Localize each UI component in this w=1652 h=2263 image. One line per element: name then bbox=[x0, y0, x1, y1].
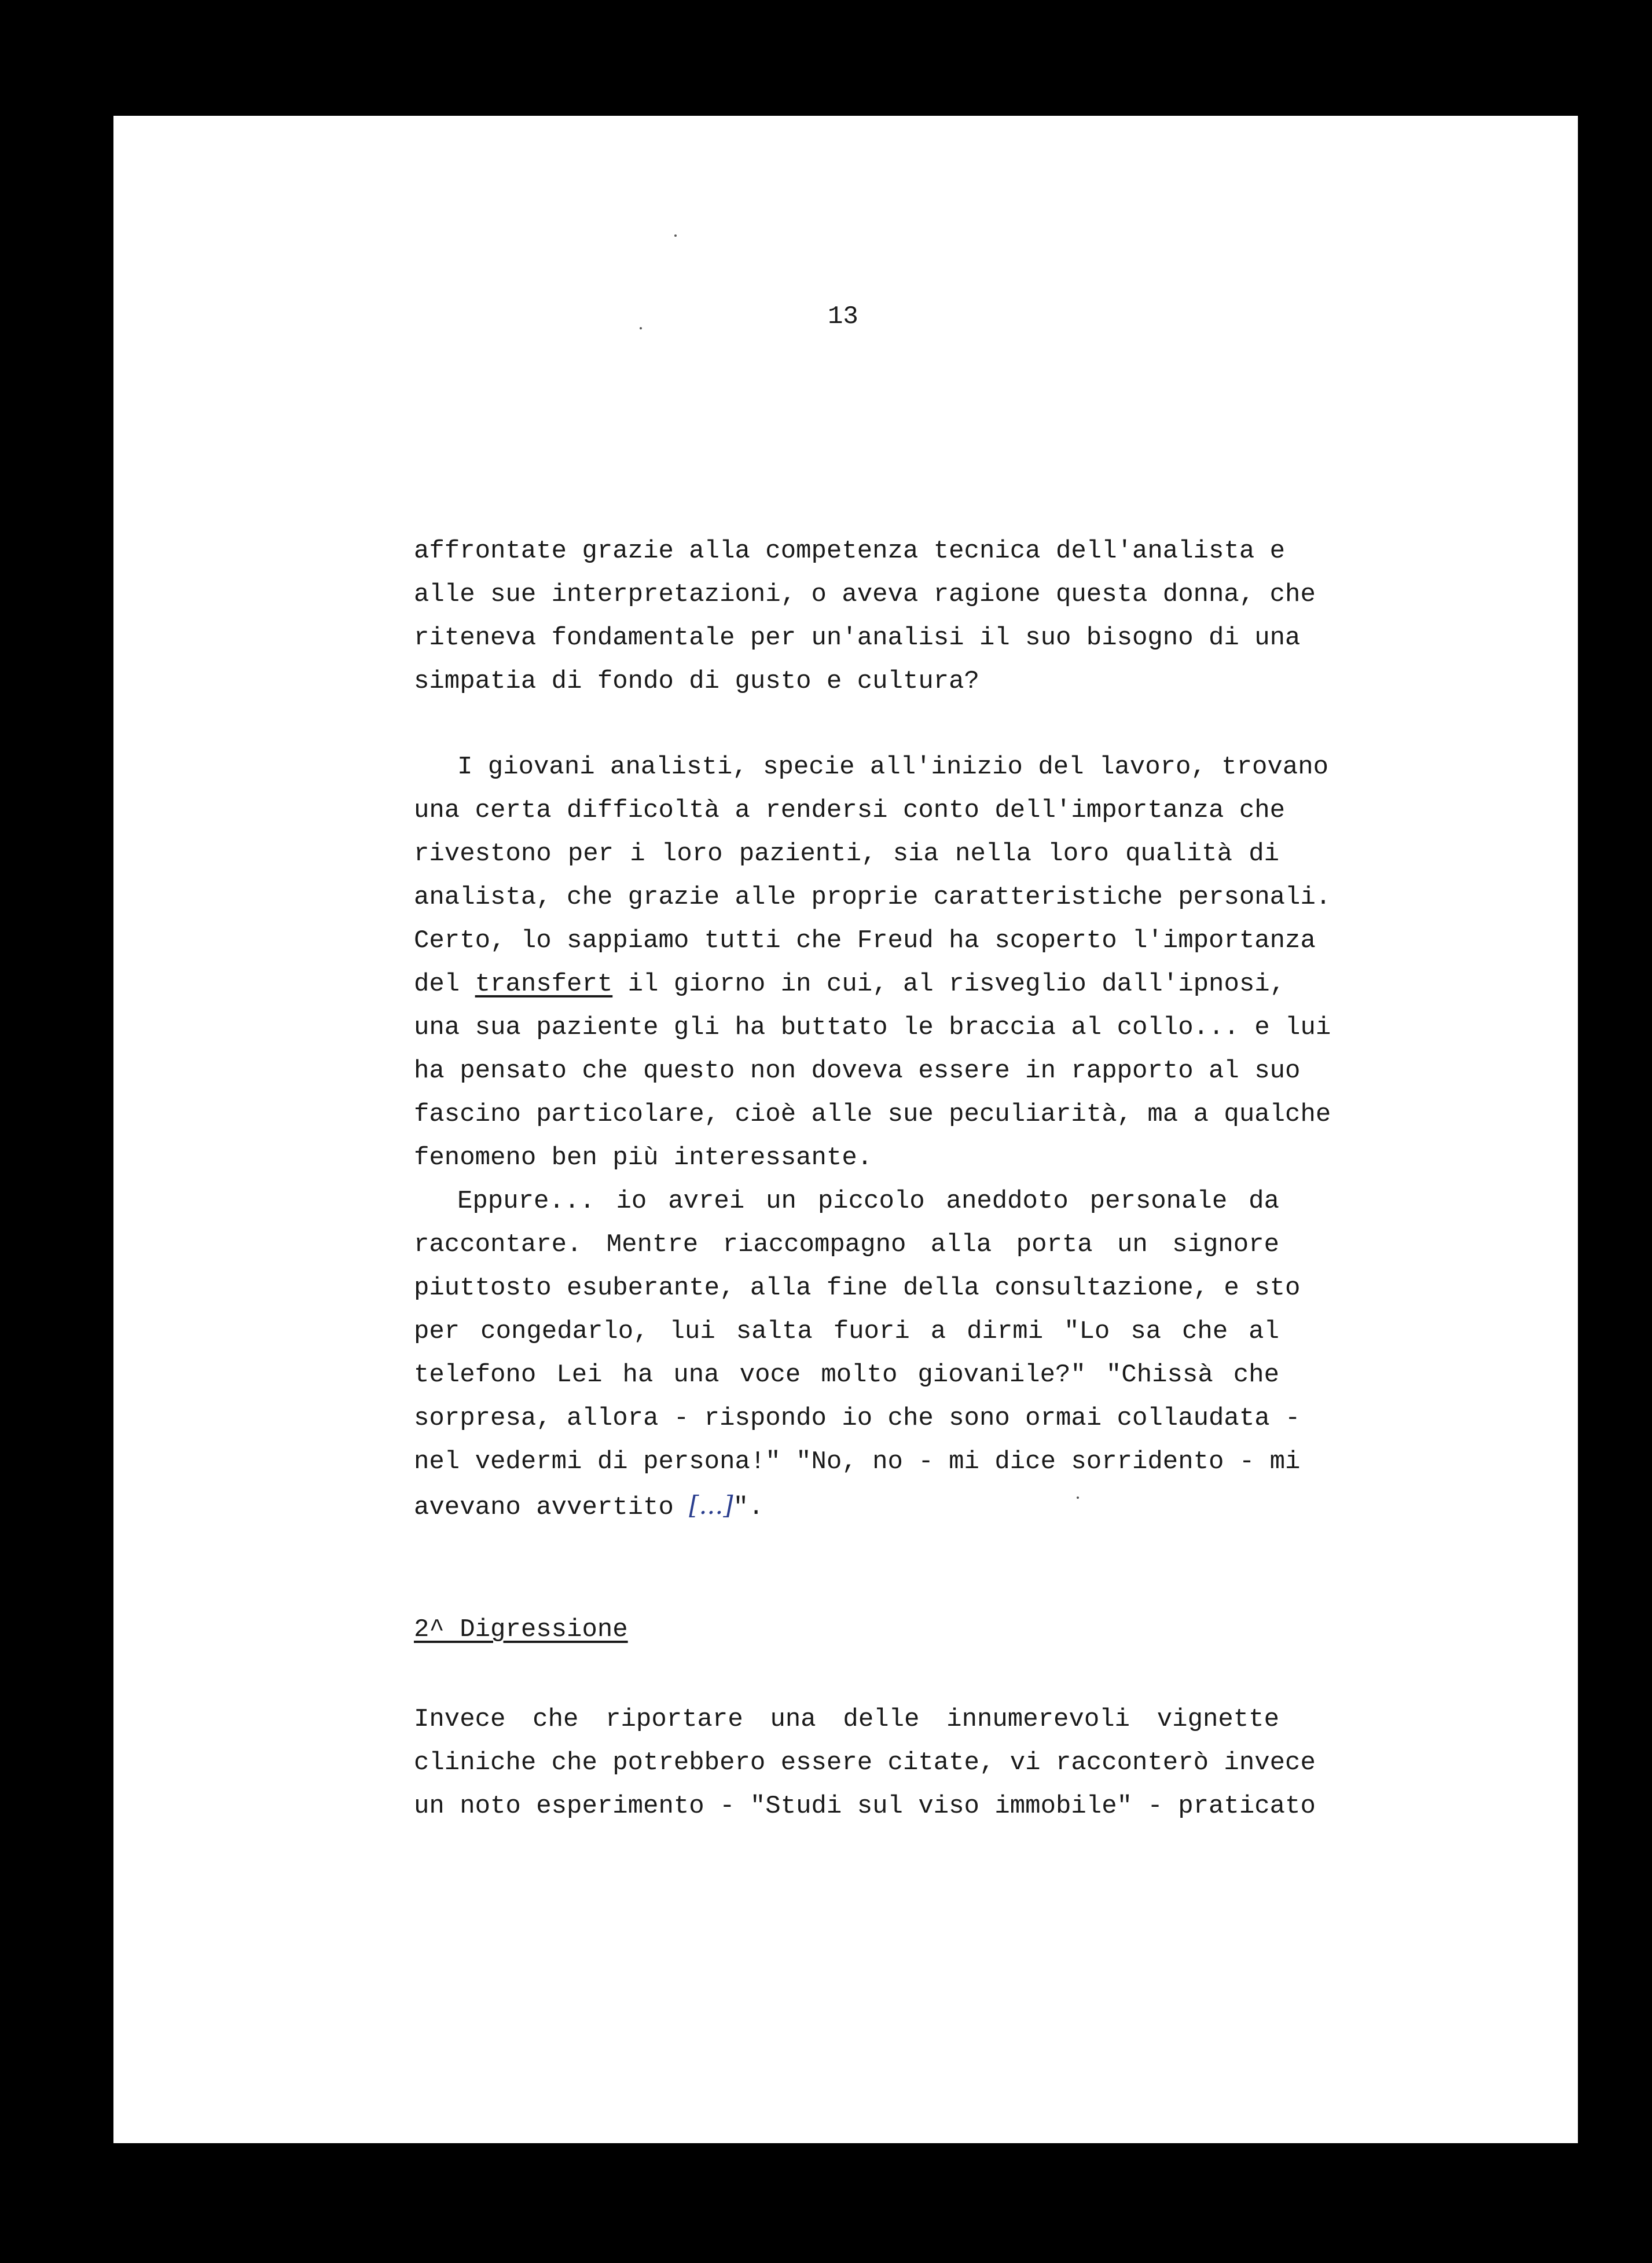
paragraph-2-line: analista, che grazie alle proprie caratteristiche personali. bbox=[414, 883, 1331, 912]
paragraph-2-line: fenomeno ben più interessante. bbox=[414, 1143, 873, 1172]
paragraph-2-line: una certa difficoltà a rendersi conto dell'importanza che bbox=[414, 796, 1286, 825]
handwritten-ellipsis: [...] bbox=[689, 1491, 733, 1520]
paper-speck bbox=[640, 327, 642, 329]
text-segment: il giorno in cui, al risveglio dall'ipnosi, bbox=[612, 970, 1286, 999]
paragraph-1-line: alle sue interpretazioni, o aveva ragione questa donna, che bbox=[414, 580, 1316, 609]
text-segment: ". bbox=[733, 1493, 764, 1522]
text-segment: avevano avvertito bbox=[414, 1493, 689, 1522]
paragraph-1-line: affrontate grazie alla competenza tecnica dell'analista e bbox=[414, 537, 1286, 566]
paragraph-1 bbox=[414, 530, 1316, 703]
paragraph-3-line: nel vedermi di persona!" "No, no - mi dice sorridento - mi bbox=[414, 1447, 1301, 1476]
text-segment: del bbox=[414, 970, 475, 999]
paper-speck bbox=[674, 234, 677, 237]
underlined-term-transfert: transfert bbox=[475, 970, 613, 999]
paragraph-1-line: simpatia di fondo di gusto e cultura? bbox=[414, 667, 979, 696]
page-number: 13 bbox=[828, 302, 858, 331]
paragraph-3-line: piuttosto esuberante, alla fine della consultazione, e sto bbox=[414, 1274, 1301, 1303]
paragraph-3-line bbox=[414, 1484, 1279, 1530]
paragraph-4-line: Invece che riportare una delle innumerevoli vignette bbox=[414, 1705, 1279, 1734]
paragraph-4 bbox=[414, 1698, 1316, 1828]
paragraph-2-line: ha pensato che questo non doveva essere in rapporto al suo bbox=[414, 1057, 1301, 1085]
paragraph-3-line: per congedarlo, lui salta fuori a dirmi "Lo sa che al bbox=[414, 1317, 1279, 1346]
paragraph-3-line: Eppure... io avrei un piccolo aneddoto personale da bbox=[457, 1187, 1279, 1216]
paragraph-4-line: cliniche che potrebbero essere citate, vi racconterò invece bbox=[414, 1748, 1316, 1777]
paragraph-3-line: sorpresa, allora - rispondo io che sono ormai collaudata - bbox=[414, 1404, 1301, 1433]
paragraph-3 bbox=[414, 1180, 1301, 1530]
paragraph-2-line: Certo, lo sappiamo tutti che Freud ha scoperto l'importanza bbox=[414, 926, 1316, 955]
paragraph-2-line: fascino particolare, cioè alle sue peculiarità, ma a qualche bbox=[414, 1100, 1331, 1129]
paragraph-2-line: una sua paziente gli ha buttato le braccia al collo... e lui bbox=[414, 1013, 1331, 1042]
paragraph-1-line: riteneva fondamentale per un'analisi il suo bisogno di una bbox=[414, 623, 1301, 652]
paragraph-2-line: rivestono per i loro pazienti, sia nella loro qualità di bbox=[414, 839, 1279, 868]
paragraph-3-line: telefono Lei ha una voce molto giovanile?" "Chissà che bbox=[414, 1360, 1279, 1389]
paragraph-3-line: raccontare. Mentre riaccompagno alla porta un signore bbox=[414, 1230, 1279, 1259]
paragraph-2-line: I giovani analisti, specie all'inizio del lavoro, trovano bbox=[457, 753, 1329, 782]
paragraph-4-line: un noto esperimento - "Studi sul viso immobile" - praticato bbox=[414, 1792, 1316, 1821]
paragraph-2-line-transfert bbox=[414, 963, 1286, 1006]
section-heading: 2^ Digressione bbox=[414, 1615, 628, 1644]
paragraph-2 bbox=[414, 746, 1331, 1180]
paper-speck bbox=[1077, 1497, 1079, 1499]
